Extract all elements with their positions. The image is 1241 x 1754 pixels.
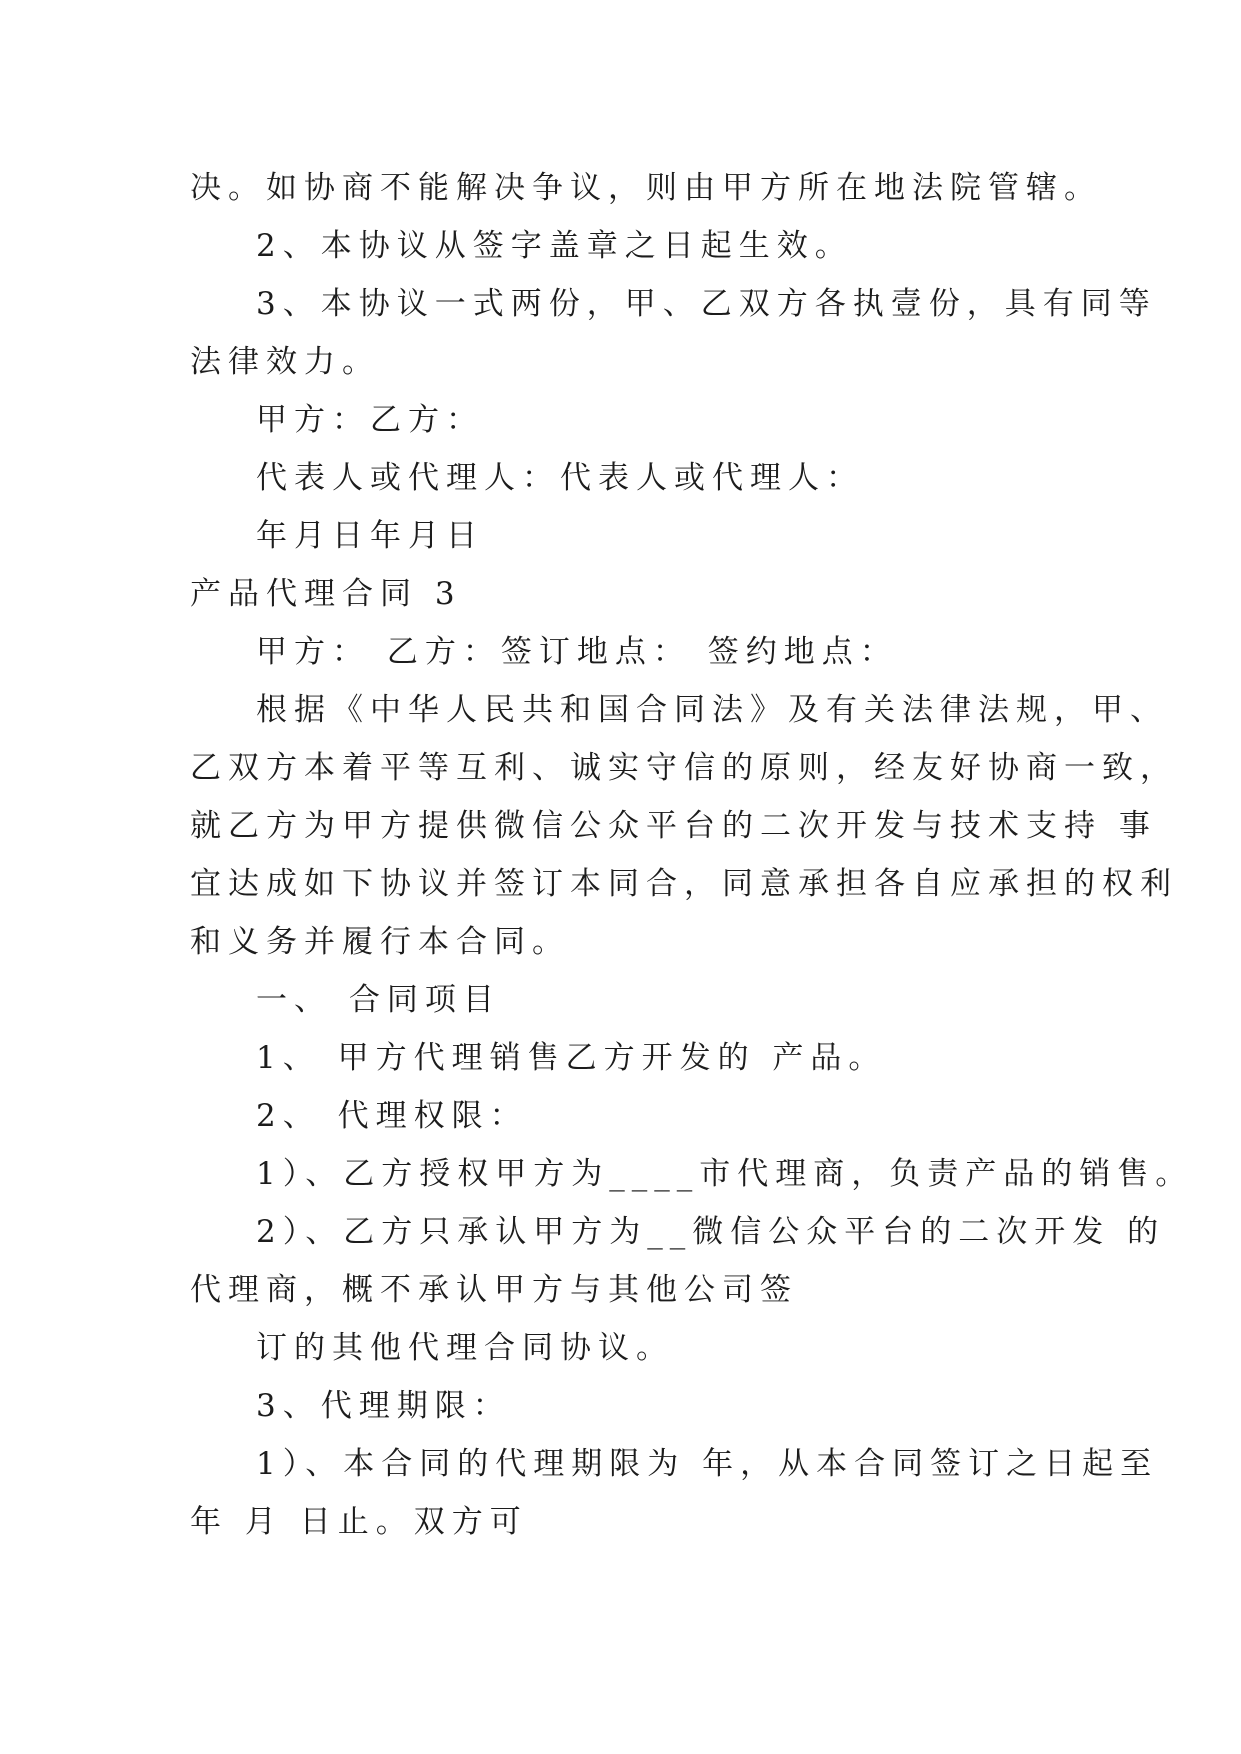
text-line: 2、本协议从签字盖章之日起生效。 [256, 228, 853, 264]
text-line: 1、 甲方代理销售乙方开发的 产品。 [256, 1040, 887, 1076]
text-line: 年 月 日止。双方可 [190, 1504, 528, 1540]
text-line: 乙双方本着平等互利、诚实守信的原则，经友好协商一致， [190, 750, 1178, 786]
section-title: 产品代理合同 3 [190, 576, 462, 612]
text-line: 根据《中华人民共和国合同法》及有关法律法规，甲、 [256, 692, 1168, 728]
text-line: 甲方： 乙方：签订地点： 签约地点： [256, 634, 898, 670]
text-line: 2、 代理权限： [256, 1098, 528, 1134]
text-line: 就乙方为甲方提供微信公众平台的二次开发与技术支持 事 [190, 808, 1157, 844]
text-line: 1）、乙方授权甲方为____市代理商，负责产品的销售。 [256, 1156, 1194, 1192]
text-line: 2）、乙方只承认甲方为__微信公众平台的二次开发 的 [256, 1214, 1166, 1250]
text-line: 3、代理期限： [256, 1388, 511, 1424]
text-line: 年月日年月日 [256, 518, 484, 554]
clause-heading: 一、 合同项目 [256, 982, 501, 1018]
text-line: 宜达成如下协议并签订本同合，同意承担各自应承担的权利 [190, 866, 1178, 902]
text-line: 代理商，概不承认甲方与其他公司签 [190, 1272, 798, 1308]
text-line: 代表人或代理人：代表人或代理人： [256, 460, 864, 496]
text-line: 法律效力。 [190, 344, 380, 380]
text-line: 决。如协商不能解决争议，则由甲方所在地法院管辖。 [190, 170, 1102, 206]
text-line: 和义务并履行本合同。 [190, 924, 570, 960]
text-line: 甲方：乙方： [256, 402, 484, 438]
text-line: 3、本协议一式两份，甲、乙双方各执壹份，具有同等 [256, 286, 1157, 322]
text-line: 1）、本合同的代理期限为 年，从本合同签订之日起至 [256, 1446, 1159, 1482]
text-line: 订的其他代理合同协议。 [256, 1330, 674, 1366]
